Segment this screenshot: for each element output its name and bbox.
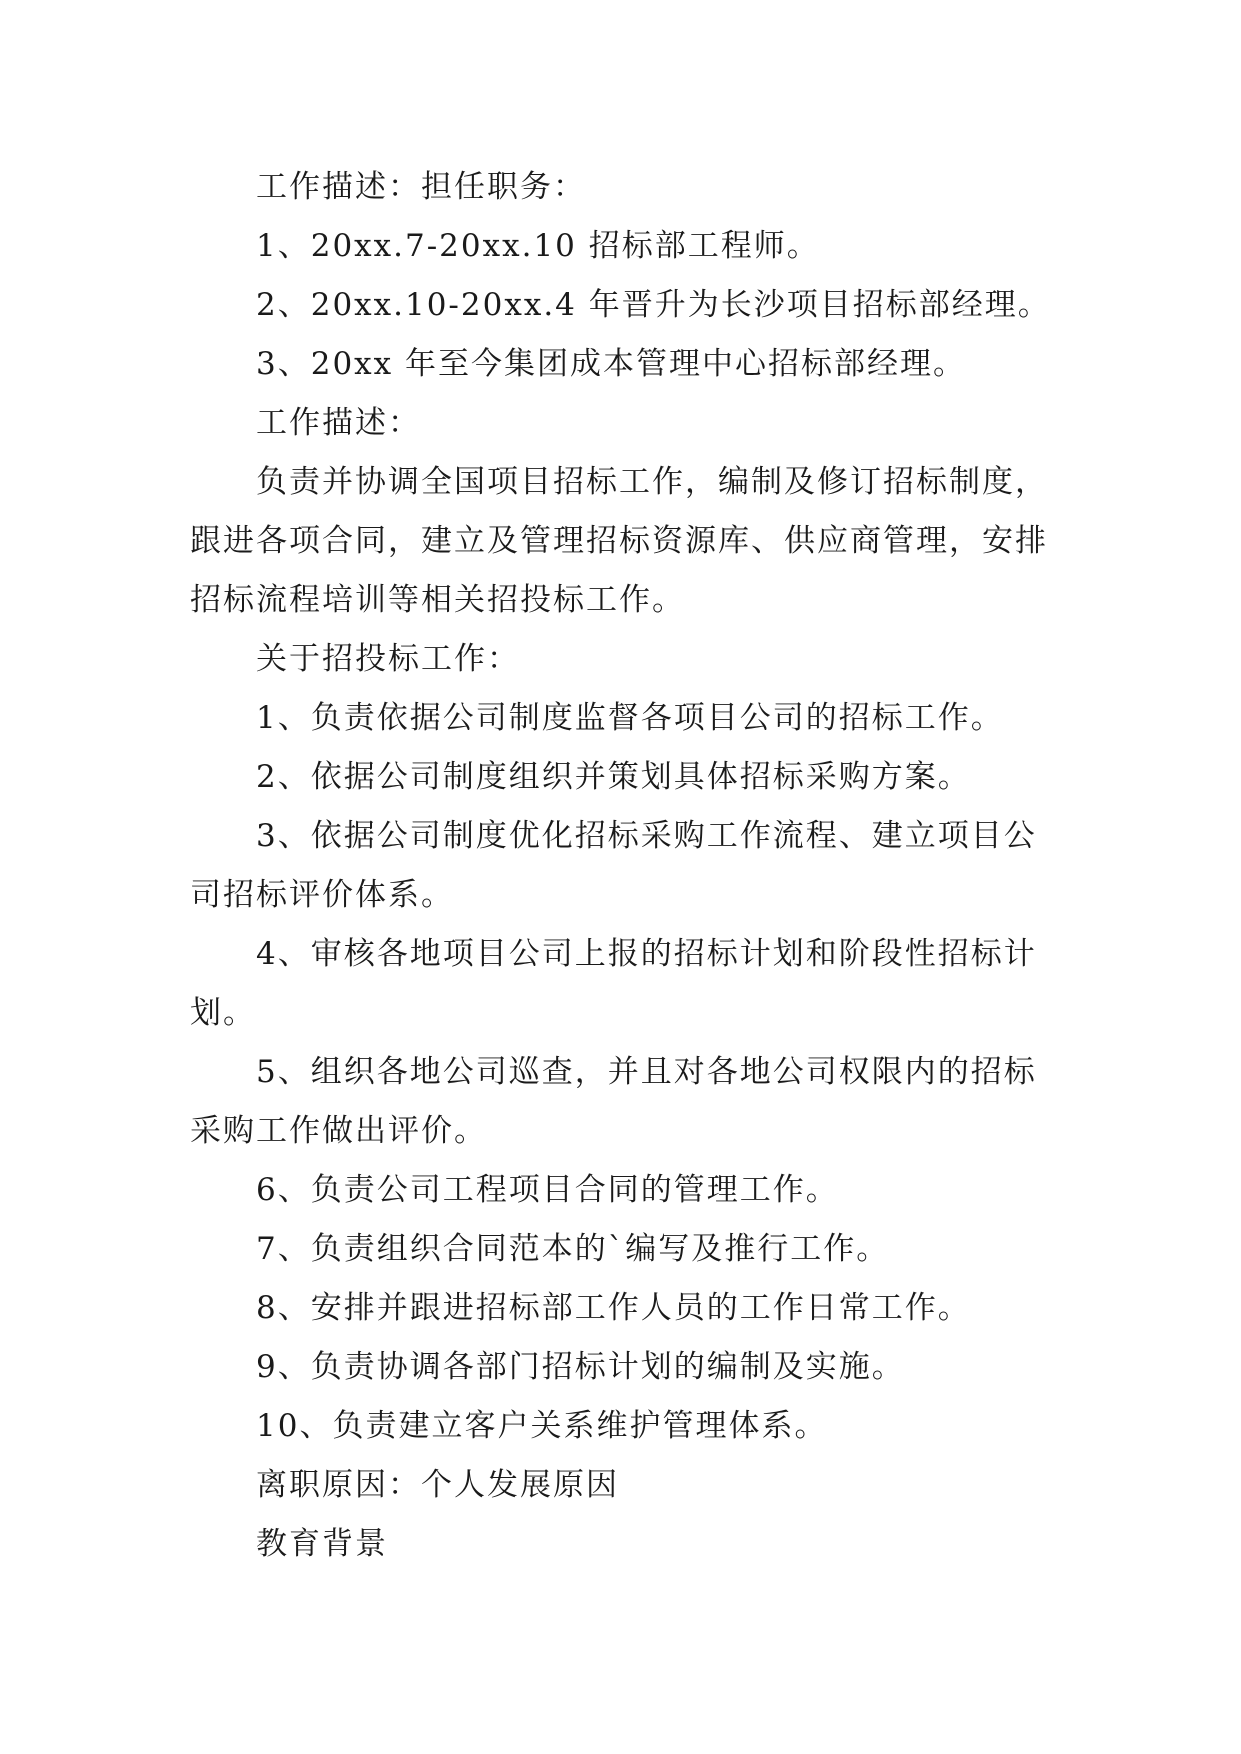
text-line: 5、组织各地公司巡查，并且对各地公司权限内的招标 [256, 1054, 1037, 1090]
text-line: 工作描述： [256, 405, 421, 441]
text-line: 9、负责协调各部门招标计划的编制及实施。 [256, 1349, 905, 1385]
text-line: 关于招投标工作： [256, 641, 520, 677]
document-body [190, 158, 1070, 1574]
text-line: 7、负责组织合同范本的`编写及推行工作。 [256, 1231, 890, 1267]
text-line: 10、负责建立客户关系维护管理体系。 [256, 1408, 828, 1444]
text-line: 1、负责依据公司制度监督各项目公司的招标工作。 [256, 700, 1004, 736]
text-line: 负责并协调全国项目招标工作，编制及修订招标制度， [256, 464, 1048, 500]
text-line: 3、20xx 年至今集团成本管理中心招标部经理。 [256, 346, 966, 382]
text-line: 司招标评价体系。 [190, 877, 454, 913]
text-line: 划。 [190, 995, 256, 1031]
text-line: 4、审核各地项目公司上报的招标计划和阶段性招标计 [256, 936, 1037, 972]
text-line: 8、安排并跟进招标部工作人员的工作日常工作。 [256, 1290, 971, 1326]
text-line: 教育背景 [256, 1526, 388, 1562]
text-line: 6、负责公司工程项目合同的管理工作。 [256, 1172, 839, 1208]
text-line: 工作描述：担任职务： [256, 169, 586, 205]
text-line: 离职原因：个人发展原因 [256, 1467, 619, 1503]
text-line: 采购工作做出评价。 [190, 1113, 487, 1149]
text-line: 1、20xx.7-20xx.10 招标部工程师。 [256, 228, 820, 264]
text-line: 3、依据公司制度优化招标采购工作流程、建立项目公 [256, 818, 1037, 854]
text-line: 招标流程培训等相关招投标工作。 [190, 582, 685, 618]
text-line: 2、20xx.10-20xx.4 年晋升为长沙项目招标部经理。 [256, 287, 1051, 323]
text-line: 跟进各项合同，建立及管理招标资源库、供应商管理，安排 [190, 523, 1048, 559]
text-line: 2、依据公司制度组织并策划具体招标采购方案。 [256, 759, 971, 795]
